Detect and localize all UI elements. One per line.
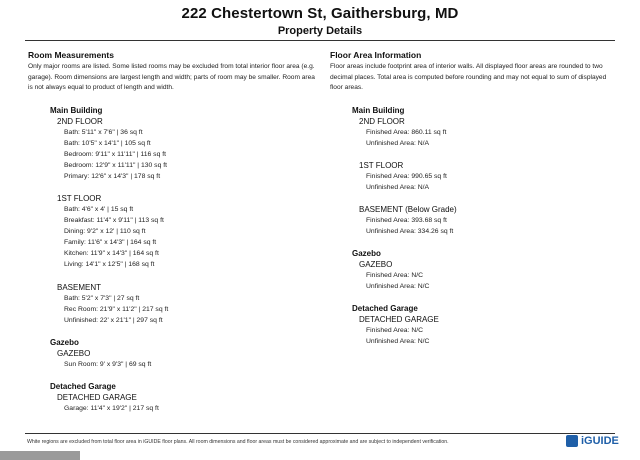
floor-area-title: Floor Area Information <box>330 50 422 60</box>
area-floor-detached-garage: DETACHED GARAGE <box>359 315 439 325</box>
room-item: Kitchen: 11'9" x 14'3" | 164 sq ft <box>64 250 159 258</box>
room-item: Sun Room: 9' x 9'3" | 69 sq ft <box>64 360 152 368</box>
room-item: Garage: 11'4" x 19'2" | 217 sq ft <box>64 404 159 412</box>
watermark-strip <box>0 451 80 460</box>
iguide-logo <box>566 435 619 447</box>
floor-area-note: Floor areas include footprint area of interior walls. All displayed floor areas are rounded to two decimal places. Total area is computed before rounding and may not equal to sum of displayed floor areas. <box>330 63 607 91</box>
floor-gazebo: GAZEBO <box>57 348 91 358</box>
floor-detached-garage: DETACHED GARAGE <box>57 392 137 402</box>
room-item: Dining: 9'2" x 12' | 110 sq ft <box>64 228 146 236</box>
room-measurements-section <box>28 50 318 414</box>
area-building-main: Main Building <box>352 105 405 115</box>
floor-1st: 1ST FLOOR <box>57 193 102 203</box>
room-item: Family: 11'6" x 14'3" | 164 sq ft <box>64 239 157 247</box>
room-item: Bath: 4'6" x 4' | 15 sq ft <box>64 205 134 213</box>
room-item: Bedroom: 9'11" x 11'11" | 116 sq ft <box>64 150 167 158</box>
building-main: Main Building <box>50 105 103 115</box>
room-item: Bath: 10'5" x 14'1" | 105 sq ft <box>64 139 151 147</box>
area-building-gazebo: Gazebo <box>352 249 381 259</box>
area-building-detached-garage: Detached Garage <box>352 304 418 314</box>
floor-2nd: 2ND FLOOR <box>57 116 103 126</box>
finished-area: Finished Area: 860.11 sq ft <box>366 128 447 136</box>
top-divider <box>25 40 615 41</box>
floor-area-section <box>330 50 620 347</box>
footer-disclaimer: White regions are excluded from total floor area in iGUIDE floor plans. All room dimensions and floor areas must be considered approximate and are subject to independent verification. <box>27 439 449 445</box>
finished-area: Finished Area: 990.65 sq ft <box>366 172 447 180</box>
room-item: Unfinished: 22' x 21'1" | 297 sq ft <box>64 316 163 324</box>
room-item: Bath: 5'2" x 7'3" | 27 sq ft <box>64 294 140 302</box>
unfinished-area: Unfinished Area: N/A <box>366 183 430 191</box>
area-floor-basement: BASEMENT (Below Grade) <box>359 204 457 214</box>
building-gazebo: Gazebo <box>50 337 79 347</box>
room-item: Primary: 12'6" x 14'3" | 178 sq ft <box>64 172 161 180</box>
floor-basement: BASEMENT <box>57 282 102 292</box>
address-title: 222 Chestertown St, Gaithersburg, MD <box>181 5 459 22</box>
room-item: Breakfast: 11'4" x 9'11" | 113 sq ft <box>64 217 164 225</box>
room-item: Bath: 5'11" x 7'6" | 36 sq ft <box>64 128 143 136</box>
area-floor-1st: 1ST FLOOR <box>359 160 404 170</box>
area-floor-2nd: 2ND FLOOR <box>359 116 405 126</box>
area-floor-gazebo: GAZEBO <box>359 260 393 270</box>
bottom-divider <box>25 433 615 434</box>
finished-area: Finished Area: N/C <box>366 327 424 335</box>
room-item: Living: 14'1" x 12'5" | 168 sq ft <box>64 261 155 269</box>
unfinished-area: Unfinished Area: N/A <box>366 139 430 147</box>
unfinished-area: Unfinished Area: N/C <box>366 338 430 346</box>
room-measurements-title: Room Measurements <box>28 50 114 60</box>
building-detached-garage: Detached Garage <box>50 381 116 391</box>
room-item: Bedroom: 12'9" x 11'11" | 130 sq ft <box>64 161 168 169</box>
finished-area: Finished Area: N/C <box>366 272 424 280</box>
unfinished-area: Unfinished Area: 334.26 sq ft <box>366 227 454 235</box>
page-subtitle: Property Details <box>277 25 363 37</box>
room-item: Rec Room: 21'9" x 11'2" | 217 sq ft <box>64 305 169 313</box>
finished-area: Finished Area: 393.68 sq ft <box>366 216 447 224</box>
room-measurements-note: Only major rooms are listed. Some listed rooms may be excluded from total interior floor area (e.g. garage). Room dimensions are largest length and width; parts of room may be smaller. Room area is not always equal to product of length and width. <box>28 63 315 91</box>
iguide-logo-text: iGUIDE <box>581 435 619 447</box>
unfinished-area: Unfinished Area: N/C <box>366 283 430 291</box>
iguide-logo-icon <box>566 435 578 447</box>
